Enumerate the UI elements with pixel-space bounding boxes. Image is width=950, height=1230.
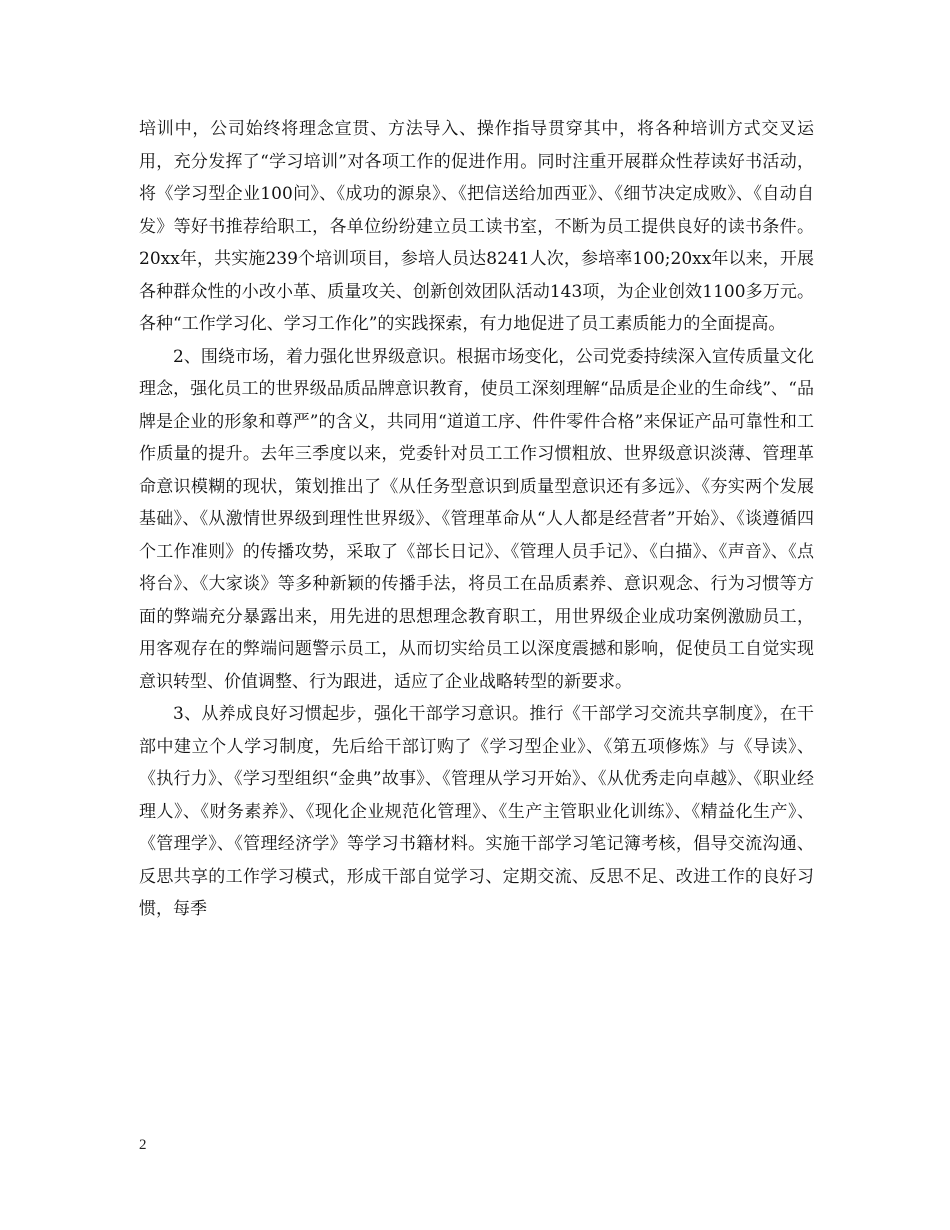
document-body <box>139 113 814 926</box>
paragraph-cadre-learning: 3、从养成良好习惯起步，强化干部学习意识。推行《干部学习交流共享制度》，在干部中建立个人学习制度，先后给干部订购了《学习型企业》、《第五项修炼》与《导读》、《执行力》、《学习型组织“金典”故事》、《管理从学习开始》、《从优秀走向卓越》、《职业经理人》、《财务素养》、《现化企业规范化管理》、《生产主管职业化训练》、《精益化生产》、《管理学》、《管理经济学》等学习书籍材料。实施干部学习笔记簿考核，倡导交流沟通、反思共享的工作学习模式，形成干部自觉学习、定期交流、反思不足、改进工作的良好习惯，每季 <box>139 704 814 919</box>
paragraph-market-awareness: 2、围绕市场，着力强化世界级意识。根据市场变化，公司党委持续深入宣传质量文化理念，强化员工的世界级品质品牌意识教育，使员工深刻理解“品质是企业的生命线”、“品牌是企业的形象和尊严”的含义，共同用“道道工序、件件零件合格”来保证产品可靠性和工作质量的提升。去年三季度以来，党委针对员工工作习惯粗放、世界级意识淡薄、管理革命意识模糊的现状，策划推出了《从任务型意识到质量型意识还有多远》、《夯实两个发展基础》、《从激情世界级到理性世界级》、《管理革命从“人人都是经营者”开始》、《谈遵循四个工作准则》的传播攻势，采取了《部长日记》、《管理人员手记》、《白描》、《声音》、《点将台》、《大家谈》等多种新颖的传播手法，将员工在品质素养、意识观念、行为习惯等方面的弊端充分暴露出来，用先进的思想理念教育职工，用世界级企业成功案例激励员工，用客观存在的弊端问题警示员工，从而切实给员工以深度震撼和影响，促使员工自觉实现意识转型、价值调整、行为跟进，适应了企业战略转型的新要求。 <box>139 346 814 692</box>
paragraph-training: 培训中，公司始终将理念宣贯、方法导入、操作指导贯穿其中，将各种培训方式交叉运用，充分发挥了“学习培训”对各项工作的促进作用。同时注重开展群众性荐读好书活动，将《学习型企业100问》、《成功的源泉》、《把信送给加西亚》、《细节决定成败》、《自动自发》等好书推荐给职工，各单位纷纷建立员工读书室，不断为员工提供良好的读书条件。20xx年，共实施239个培训项目，参培人员达8241人次，参培率100;20xx年以来，开展各种群众性的小改小革、质量攻关、创新创效团队活动143项，为企业创效1100多万元。各种“工作学习化、学习工作化”的实践探索，有力地促进了员工素质能力的全面提高。 <box>139 119 814 334</box>
page-number: 2 <box>139 1137 147 1153</box>
